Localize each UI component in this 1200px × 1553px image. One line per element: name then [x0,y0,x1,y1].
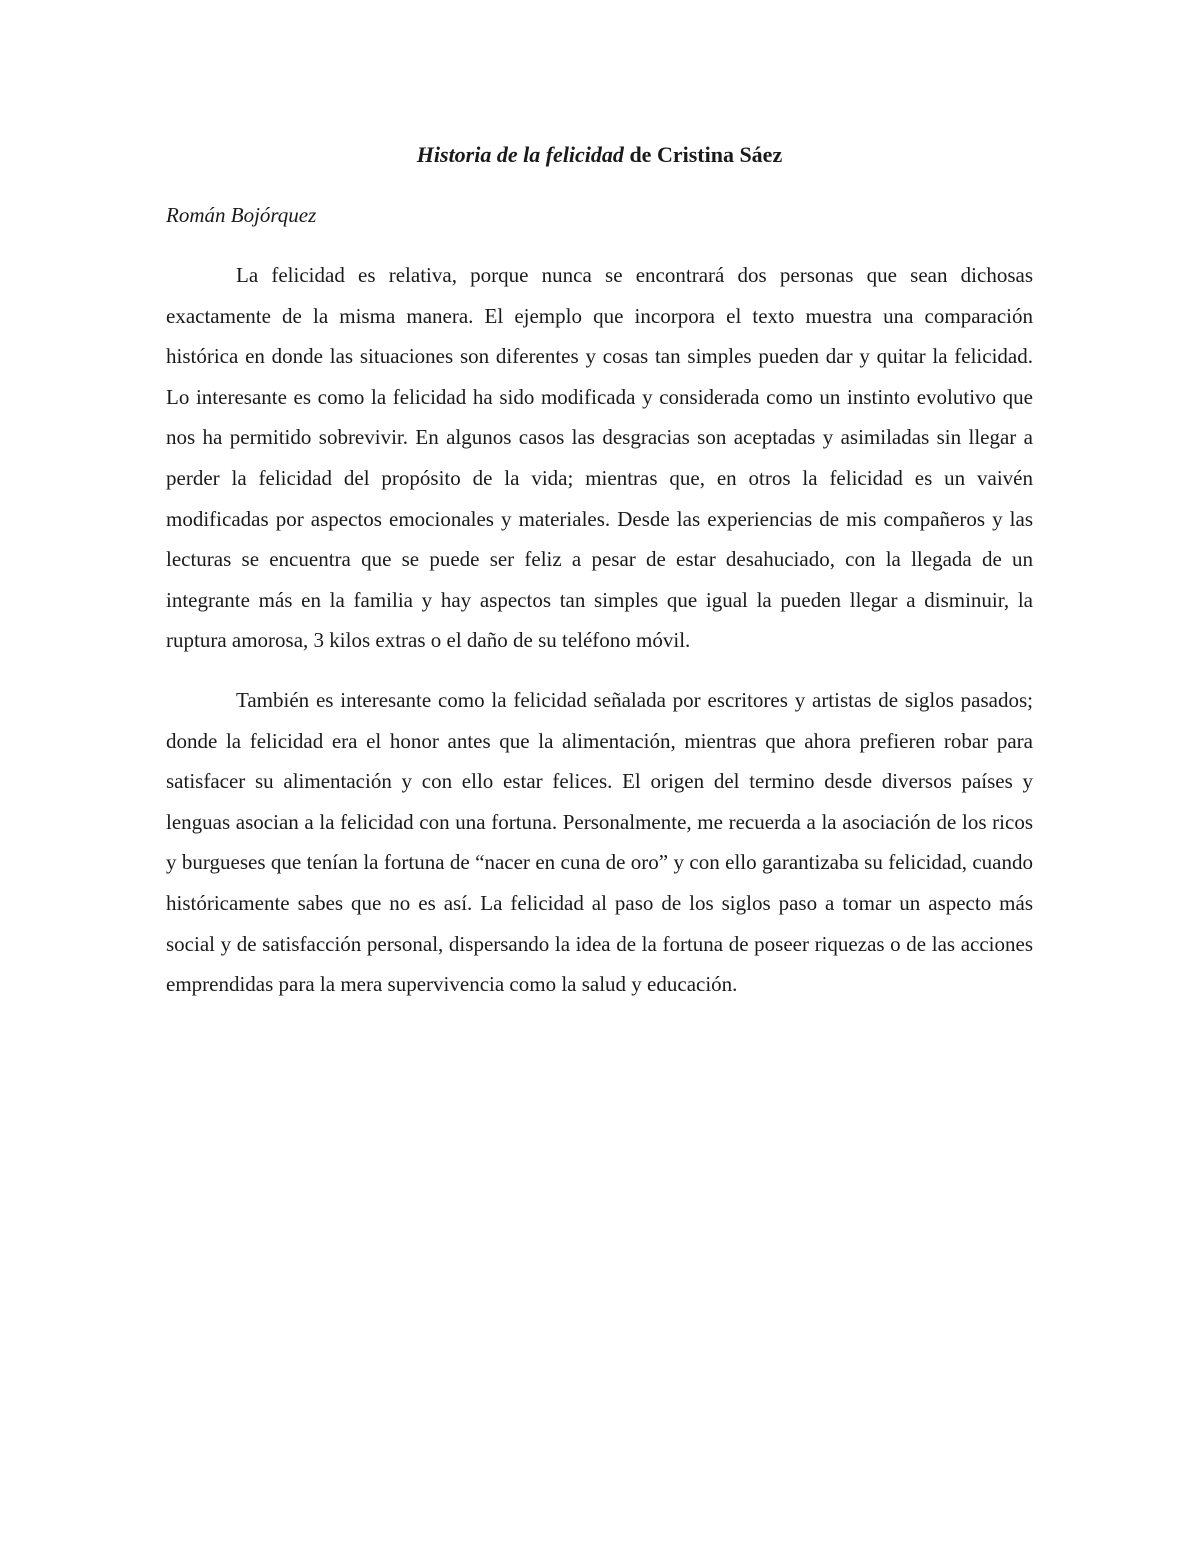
author-name: Román Bojórquez [166,203,317,227]
paragraph: La felicidad es relativa, porque nunca se encontrará dos personas que sean dichosas exactamente de la misma manera. El ejemplo que incorpora el texto muestra una comparación histórica en donde las situaciones son diferentes y cosas tan simples pueden dar y quitar la felicidad. Lo interesante es como la felicidad ha sido modificada y considerada como un instinto evolutivo que nos ha permitido sobrevivir. En algunos casos las desgracias son aceptadas y asimiladas sin llegar a perder la felicidad del propósito de la vida; mientras que, en otros la felicidad es un vaivén modificadas por aspectos emocionales y materiales. Desde las experiencias de mis compañeros y las lecturas se encuentra que se puede ser feliz a pesar de estar desahuciado, con la llegada de un integrante más en la familia y hay aspectos tan simples que igual la pueden llegar a disminuir, la ruptura amorosa, 3 kilos extras o el daño de su teléfono móvil. [166,263,1033,653]
paragraph: También es interesante como la felicidad señalada por escritores y artistas de siglos pasados; donde la felicidad era el honor antes que la alimentación, mientras que ahora prefieren robar para satisfacer su alimentación y con ello estar felices. El origen del termino desde diversos países y lenguas asocian a la felicidad con una fortuna. Personalmente, me recuerda a la asociación de los ricos y burgueses que tenían la fortuna de “nacer en cuna de oro” y con ello garantizaba su felicidad, cuando históricamente sabes que no es así. La felicidad al paso de los siglos paso a tomar un aspecto más social y de satisfacción personal, dispersando la idea de la fortuna de poseer riquezas o de las acciones emprendidas para la mera supervivencia como la salud y educación. [166,687,1033,997]
document-title [166,140,1033,170]
title-author-part: de Cristina Sáez [623,142,783,167]
document-body [166,255,1033,1024]
title-book-name: Historia de la felicidad [416,142,624,167]
